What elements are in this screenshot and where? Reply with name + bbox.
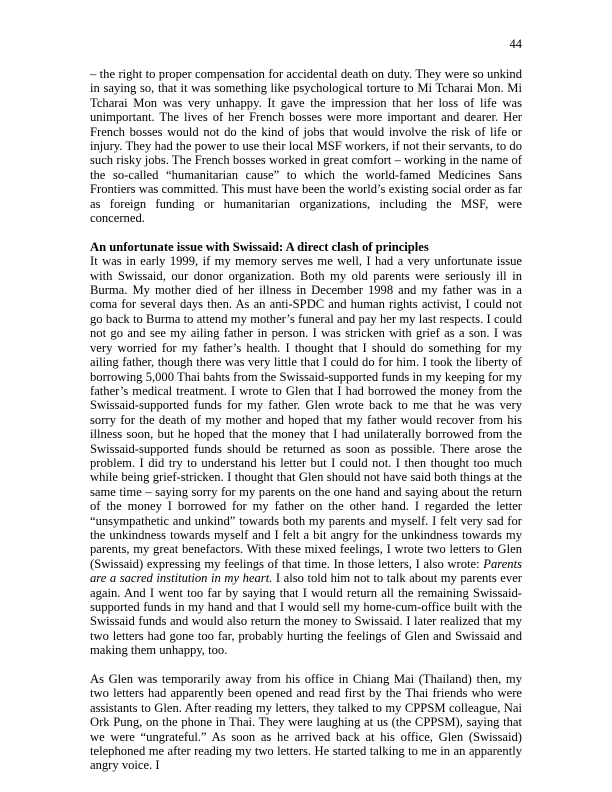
paragraph-text-after-quote: I also told him not to talk about my parents ever again. And I went too far by saying that I would return all the remaining Swissaid-supported funds in my hand and that I would sell my home-cum-office built with the Swissaid funds and would also return the money to Swissaid. I later realized that my two letters had gone too far, probably hurting the feelings of Glen and Swissaid and making them unhappy, too. <box>90 571 522 658</box>
section-heading: An unfortunate issue with Swissaid: A direct clash of principles <box>90 239 429 254</box>
italic-quote: Parents are a sacred institution in my heart. <box>90 556 522 586</box>
page-number: 44 <box>509 37 522 51</box>
page-content <box>90 67 522 773</box>
paragraph-text-before-quote: It was in early 1999, if my memory serves me well, I had a very unfortunate issue with Swissaid, our donor organization. Both my old parents were seriously ill in Burma. My mother died of her illness in December 1998 and my father was in a coma for several days then. As an anti-SPDC and human rights activist, I could not go back to Burma to attend my mother’s funeral and pay her my last respects. I could not go and see my ailing father in person. I was stricken with grief as a son. I was very worried for my father’s health. I thought that I should do something for my ailing father, though there was very little that I could do for him. I took the liberty of borrowing 5,000 Thai bahts from the Swissaid-supported funds in my keeping for my father’s medical treatment. I wrote to Glen that I had borrowed the money from the Swissaid-supported funds for my father. Glen wrote back to me that he was very sorry for the death of my mother and hoped that my father would recover from his illness soon, but he hoped that the money that I had unilaterally borrowed from the Swissaid-supported funds should be returned as soon as possible. There arose the problem. I did try to understand his letter but I could not. I then thought too much while being grief-stricken. I thought that Glen should not have said both things at the same time – saying sorry for my parents on the one hand and saying about the return of the money I borrowed for my father on the other hand. I regarded the letter “unsympathetic and unkind” towards both my parents and myself. I felt very sad for the unkindness towards myself and I felt a bit angry for the unkindness towards my parents, my great benefactors. With these mixed feelings, I wrote two letters to Glen (Swissaid) expressing my feelings of that time. In those letters, I also wrote: <box>90 254 522 571</box>
paragraph-glen-phone-call: As Glen was temporarily away from his office in Chiang Mai (Thailand) then, my two letters had apparently been opened and read first by the Thai friends who were assistants to Glen. After reading my letters, they talked to my CPPSM colleague, Nai Ork Pung, on the phone in Thai. They were laughing at us (the CPPSM), saying that we were “ungrateful.” As soon as he arrived back at his office, Glen (Swissaid) telephoned me after reading my two letters. He started talking to me in an apparently angry voice. I <box>90 672 522 773</box>
paragraph-msf: – the right to proper compensation for accidental death on duty. They were so unkind in saying so, that it was something like psychological torture to Mi Tcharai Mon. Mi Tcharai Mon was very unhappy. It gave the impression that her loss of life was unimportant. The lives of her French bosses were more important and dearer. Her French bosses would not do the kind of jobs that would involve the risk of life or injury. They had the power to use their local MSF workers, if not their servants, to do such risky jobs. The French bosses worked in great comfort – working in the name of the so-called “humanitarian cause” to which the world-famed Medicines Sans Frontiers was committed. This must have been the world’s existing social order as far as foreign funding or humanitarian organizations, including the MSF, were concerned. <box>90 67 522 226</box>
paragraph-swissaid-issue <box>90 254 522 657</box>
